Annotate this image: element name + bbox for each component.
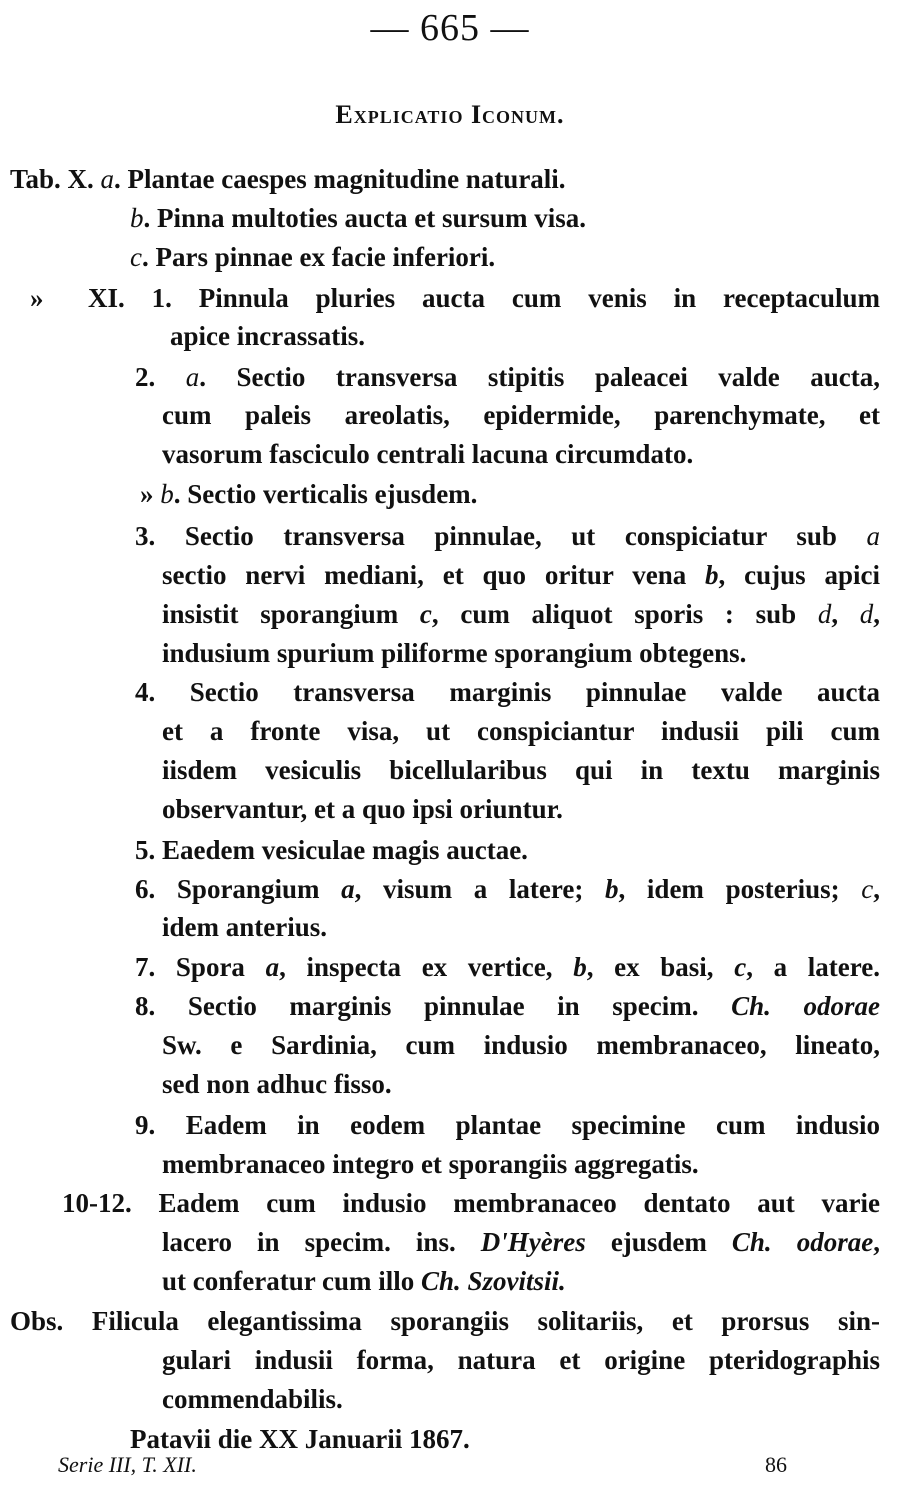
page-number: — 665 — — [370, 7, 530, 49]
text-line: 9. Eadem in eodem plantae specimine cum indusio — [135, 1110, 880, 1140]
page-heading: Explicatio Iconum. — [335, 100, 565, 129]
text-line: XI. 1. Pinnula pluries aucta cum venis in receptaculum — [88, 283, 880, 313]
text-line: apice incrassatis. — [170, 321, 365, 351]
signature-mark: 86 — [765, 1452, 787, 1477]
text-line: commendabilis. — [162, 1384, 343, 1414]
text-line: 3. Sectio transversa pinnulae, ut conspiciatur sub a — [135, 521, 880, 551]
text-line: iisdem vesiculis bicellularibus qui in textu marginis — [162, 755, 880, 785]
text-line: Tab. X. a. Plantae caespes magnitudine naturali. — [10, 164, 566, 194]
text-line: c. Pars pinnae ex facie inferiori. — [130, 242, 496, 272]
text-line: » b. Sectio verticalis ejusdem. — [140, 479, 478, 509]
text-line: et a fronte visa, ut conspiciantur indusii pili cum — [162, 716, 880, 746]
text-line: Sw. e Sardinia, cum indusio membranaceo, lineato, — [162, 1030, 880, 1060]
text-line: sectio nervi mediani, et quo oritur vena b, cujus apici — [162, 560, 880, 590]
text-line: indusium spurium piliforme sporangium obtegens. — [162, 638, 747, 668]
text-line: 4. Sectio transversa marginis pinnulae valde aucta — [135, 677, 880, 707]
text-line: gulari indusii forma, natura et origine pteridographis — [162, 1345, 880, 1375]
text-line: 2. a. Sectio transversa stipitis paleacei valde aucta, — [135, 362, 881, 392]
text-line: cum paleis areolatis, epidermide, parenchymate, et — [162, 400, 880, 430]
text-line: 6. Sporangium a, visum a latere; b, idem posterius; c, — [135, 874, 880, 904]
text-line: b. Pinna multoties aucta et sursum visa. — [130, 203, 587, 233]
text-line: ut conferatur cum illo Ch. Szovitsii. — [162, 1266, 566, 1296]
text-line: 5. Eaedem vesiculae magis auctae. — [135, 835, 528, 865]
text-line: insistit sporangium c, cum aliquot sporis : sub d, d, — [162, 599, 880, 629]
text-line: observantur, et a quo ipsi oriuntur. — [162, 794, 563, 824]
text-line: sed non adhuc fisso. — [162, 1069, 392, 1099]
text-line: 7. Spora a, inspecta ex vertice, b, ex basi, c, a latere. — [135, 952, 880, 982]
text-line: idem anterius. — [162, 912, 327, 942]
text-line: 10-12. Eadem cum indusio membranaceo dentato aut varie — [62, 1188, 880, 1218]
text-line: 8. Sectio marginis pinnulae in specim. Ch. odorae — [135, 991, 880, 1021]
series-footer: Serie III, T. XII. — [58, 1452, 197, 1477]
text-line: membranaceo integro et sporangiis aggregatis. — [162, 1149, 699, 1179]
text-line: lacero in specim. ins. D'Hyères ejusdem Ch. odorae, — [162, 1227, 880, 1257]
text-line: vasorum fasciculo centrali lacuna circumdato. — [162, 439, 694, 469]
obs-line: Obs. Filicula elegantissima sporangiis solitariis, et prorsus sin- — [10, 1306, 880, 1336]
date-line: Patavii die XX Januarii 1867. — [130, 1424, 470, 1454]
ditto-mark: » — [30, 283, 44, 313]
